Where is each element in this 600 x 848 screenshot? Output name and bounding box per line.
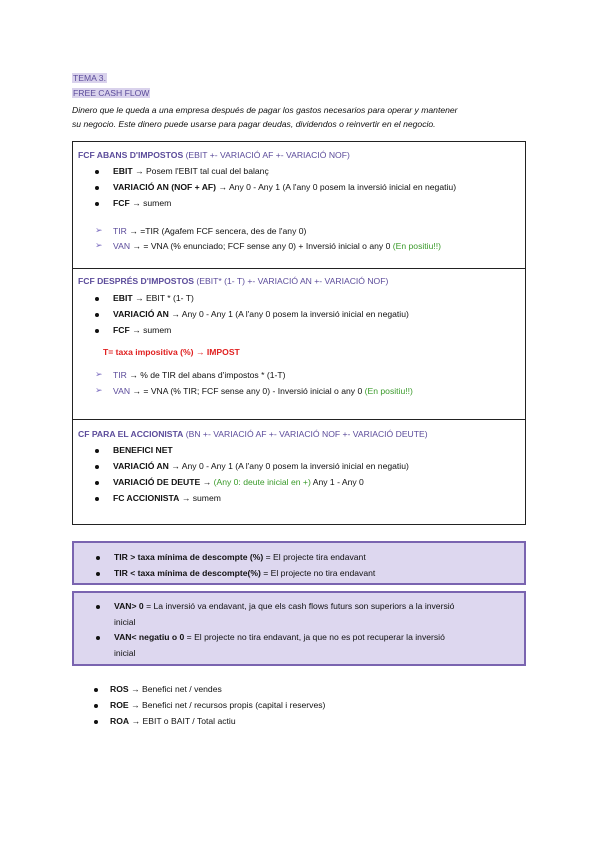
intro-line-1: Dinero que le queda a una empresa después de pagar los gastos necesarios para operar y mantener bbox=[72, 105, 458, 115]
section-title: FCF DESPRÉS D'IMPOSTOS (EBIT* (1- T) +- VARIACIÓ AN +- VARIACIÓ NOF) bbox=[78, 276, 389, 286]
section-title: FCF ABANS D'IMPOSTOS (EBIT +- VARIACIÓ AF +- VARIACIÓ NOF) bbox=[78, 150, 350, 160]
bullet-icon bbox=[95, 202, 99, 206]
tir-line: TIR → % de TIR del abans d'impostos * (1-T) bbox=[113, 370, 286, 380]
list-item: VARIACIÓ AN (NOF + AF) → Any 0 - Any 1 (A l'any 0 posem la inversió inicial en negatiu) bbox=[113, 182, 457, 192]
list-item: FCF → sumem bbox=[113, 198, 172, 208]
bullet-icon bbox=[94, 704, 98, 708]
tir-criteria-line-2: TIR < taxa mínima de descompte(%) = El projecte no tira endavant bbox=[114, 568, 376, 578]
list-item: ROE → Benefici net / recursos propis (capital i reserves) bbox=[110, 700, 326, 710]
bullet-icon bbox=[94, 688, 98, 692]
bullet-icon bbox=[95, 497, 99, 501]
van-line: VAN → = VNA (% TIR; FCF sense any 0) - Inversió inicial o any 0 (En positiu!!) bbox=[113, 386, 413, 396]
bullet-icon bbox=[96, 556, 100, 560]
subtitle bbox=[72, 88, 150, 98]
arrow-bullet-icon: ➢ bbox=[95, 240, 103, 250]
van-criteria-line-1: VAN> 0 = La inversió va endavant, ja que els cash flows futurs son superiors a la inversió bbox=[114, 601, 455, 611]
free-cash-flow-label: FREE CASH FLOW bbox=[73, 88, 150, 98]
van-criteria-box bbox=[72, 591, 526, 666]
bullet-icon bbox=[96, 572, 100, 576]
fcf-despres-section bbox=[72, 268, 526, 420]
bullet-icon bbox=[95, 297, 99, 301]
arrow-bullet-icon: ➢ bbox=[95, 369, 103, 379]
van-criteria-line-2: VAN< negatiu o 0 = El projecte no tira endavant, ja que no es pot recuperar la inversió bbox=[114, 632, 445, 642]
bullet-icon bbox=[95, 170, 99, 174]
arrow-bullet-icon: ➢ bbox=[95, 385, 103, 395]
fcf-abans-section bbox=[72, 141, 526, 269]
list-item: VARIACIÓ AN → Any 0 - Any 1 (A l'any 0 posem la inversió inicial en negatiu) bbox=[113, 461, 409, 471]
tir-criteria-line-1: TIR > taxa mínima de descompte (%) = El projecte tira endavant bbox=[114, 552, 366, 562]
list-item: VARIACIÓ AN → Any 0 - Any 1 (A l'any 0 posem la inversió inicial en negatiu) bbox=[113, 309, 409, 319]
van-criteria-line-1-cont: inicial bbox=[114, 617, 136, 627]
bullet-icon bbox=[95, 329, 99, 333]
bullet-icon bbox=[96, 636, 100, 640]
list-item: BENEFICI NET bbox=[113, 445, 173, 455]
list-item: EBIT → EBIT * (1- T) bbox=[113, 293, 194, 303]
tir-line: TIR → =TIR (Agafem FCF sencera, des de l'any 0) bbox=[113, 226, 307, 236]
bullet-icon bbox=[95, 186, 99, 190]
van-criteria-line-2-cont: inicial bbox=[114, 648, 136, 658]
intro-paragraph bbox=[72, 103, 532, 131]
list-item: ROS → Benefici net / vendes bbox=[110, 684, 222, 694]
list-item: EBIT → Posem l'EBIT tal cual del balanç bbox=[113, 166, 269, 176]
ratios-list bbox=[72, 680, 526, 730]
tax-note: T= taxa impositiva (%) → IMPOST bbox=[103, 347, 240, 357]
bullet-icon bbox=[96, 605, 100, 609]
cf-accionista-section bbox=[72, 419, 526, 525]
bullet-icon bbox=[95, 449, 99, 453]
list-item: ROA → EBIT o BAIT / Total actiu bbox=[110, 716, 236, 726]
tema-label: TEMA 3. bbox=[73, 73, 106, 83]
list-item: FC ACCIONISTA → sumem bbox=[113, 493, 221, 503]
bullet-icon bbox=[94, 720, 98, 724]
bullet-icon bbox=[95, 465, 99, 469]
intro-line-2: su negocio. Este dinero puede usarse para pagar deudas, dividendos o reinvertir en el negocio. bbox=[72, 119, 436, 129]
van-line: VAN → = VNA (% enunciado; FCF sense any 0) + Inversió inicial o any 0 (En positiu!!) bbox=[113, 241, 442, 251]
list-item: VARIACIÓ DE DEUTE → (Any 0: deute inicial en +) Any 1 - Any 0 bbox=[113, 477, 364, 487]
list-item: FCF → sumem bbox=[113, 325, 172, 335]
section-title: CF PARA EL ACCIONISTA (BN +- VARIACIÓ AF +- VARIACIÓ NOF +- VARIACIÓ DEUTE) bbox=[78, 429, 428, 439]
bullet-icon bbox=[95, 481, 99, 485]
tir-criteria-box bbox=[72, 541, 526, 585]
bullet-icon bbox=[95, 313, 99, 317]
arrow-bullet-icon: ➢ bbox=[95, 225, 103, 235]
topic-heading bbox=[72, 73, 107, 83]
